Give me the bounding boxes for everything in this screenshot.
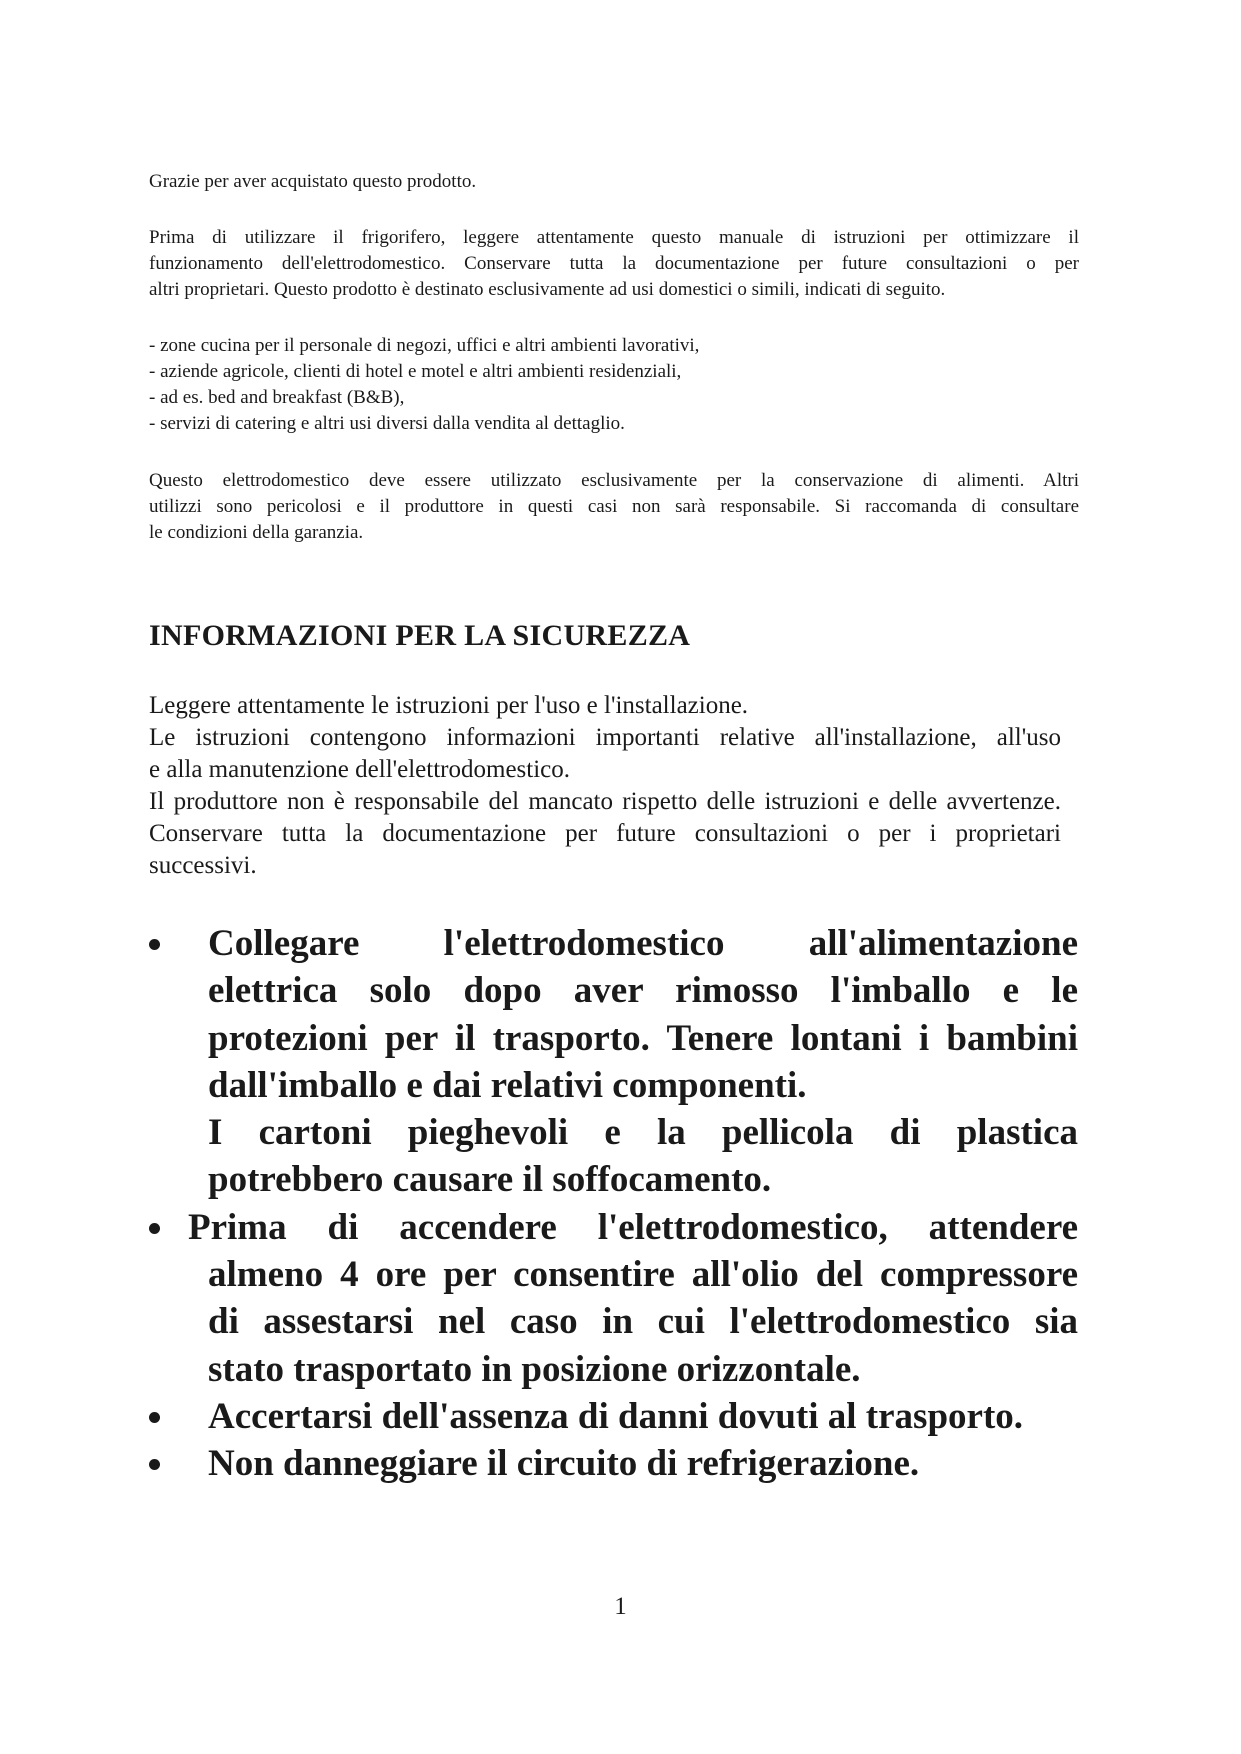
uses-list <box>149 333 1079 437</box>
bullet-line: protezioni per il trasporto. Tenere lontani i bambini <box>208 1017 1078 1059</box>
uses-item: - servizi di catering e altri usi diversi dalla vendita al dettaglio. <box>149 413 625 434</box>
page-number: 1 <box>614 1593 627 1620</box>
uses-item: - ad es. bed and breakfast (B&B), <box>149 387 405 408</box>
bullet-icon <box>149 1223 160 1234</box>
safety-line: successivi. <box>149 852 257 879</box>
safety-line: Il produttore non è responsabile del mancato rispetto delle istruzioni e delle avvertenze. <box>149 788 1061 815</box>
bullet-line: dall'imballo e dai relativi componenti. <box>208 1064 807 1106</box>
bullet-line: stato trasportato in posizione orizzontale. <box>208 1348 861 1390</box>
bullet-icon <box>149 1459 160 1470</box>
intro-paragraph <box>149 225 1079 303</box>
bullet-line: di assestarsi nel caso in cui l'elettrodomestico sia <box>208 1301 1078 1343</box>
safety-line: Leggere attentamente le istruzioni per l'uso e l'installazione. <box>149 692 749 719</box>
warning-line: Questo elettrodomestico deve essere utilizzato esclusivamente per la conservazione di alimenti. Altri <box>149 470 1079 491</box>
intro-line: altri proprietari. Questo prodotto è destinato esclusivamente ad usi domestici o simili, indicati di seguito. <box>149 279 946 300</box>
safety-intro <box>149 690 1061 882</box>
bullet-line: elettrica solo dopo aver rimosso l'imballo e le <box>208 970 1078 1012</box>
bullet-line: Collegare l'elettrodomestico all'alimentazione <box>208 923 1078 964</box>
uses-item: - zone cucina per il personale di negozi, uffici e altri ambienti lavorativi, <box>149 335 700 356</box>
bullet-line: potrebbero causare il soffocamento. <box>208 1159 772 1201</box>
warning-line: utilizzi sono pericolosi e il produttore in questi casi non sarà responsabile. Si raccomanda di consultare <box>149 496 1079 517</box>
thanks-text <box>149 169 1079 195</box>
safety-bullet <box>149 1204 1078 1393</box>
safety-bullet <box>149 1393 1078 1440</box>
bullet-line: Accertarsi dell'assenza di danni dovuti al trasporto. <box>208 1395 1024 1437</box>
safety-bullet-list <box>149 920 1079 1488</box>
uses-item: - aziende agricole, clienti di hotel e motel e altri ambienti residenziali, <box>149 361 682 382</box>
safety-bullet <box>149 920 1078 1204</box>
bullet-line: Non danneggiare il circuito di refrigerazione. <box>208 1443 920 1485</box>
usage-warning <box>149 468 1079 546</box>
safety-bullet <box>149 1440 1078 1487</box>
intro-line: funzionamento dell'elettrodomestico. Conservare tutta la documentazione per future consultazioni o per <box>149 253 1079 274</box>
safety-heading: INFORMAZIONI PER LA SICUREZZA <box>149 619 691 652</box>
safety-line: e alla manutenzione dell'elettrodomestico. <box>149 756 571 783</box>
bullet-line: Prima di accendere l'elettrodomestico, attendere <box>188 1206 1078 1248</box>
bullet-icon <box>149 939 160 950</box>
bullet-line: almeno 4 ore per consentire all'olio del compressore <box>208 1254 1078 1296</box>
warning-line: le condizioni della garanzia. <box>149 522 364 543</box>
safety-line: Conservare tutta la documentazione per future consultazioni o per i proprietari <box>149 820 1061 847</box>
safety-line: Le istruzioni contengono informazioni importanti relative all'installazione, all'uso <box>149 724 1061 751</box>
bullet-line: I cartoni pieghevoli e la pellicola di plastica <box>208 1112 1078 1154</box>
thanks-line: Grazie per aver acquistato questo prodotto. <box>149 171 477 192</box>
intro-line: Prima di utilizzare il frigorifero, leggere attentamente questo manuale di istruzioni per ottimizzare il <box>149 227 1079 248</box>
bullet-icon <box>149 1412 160 1423</box>
